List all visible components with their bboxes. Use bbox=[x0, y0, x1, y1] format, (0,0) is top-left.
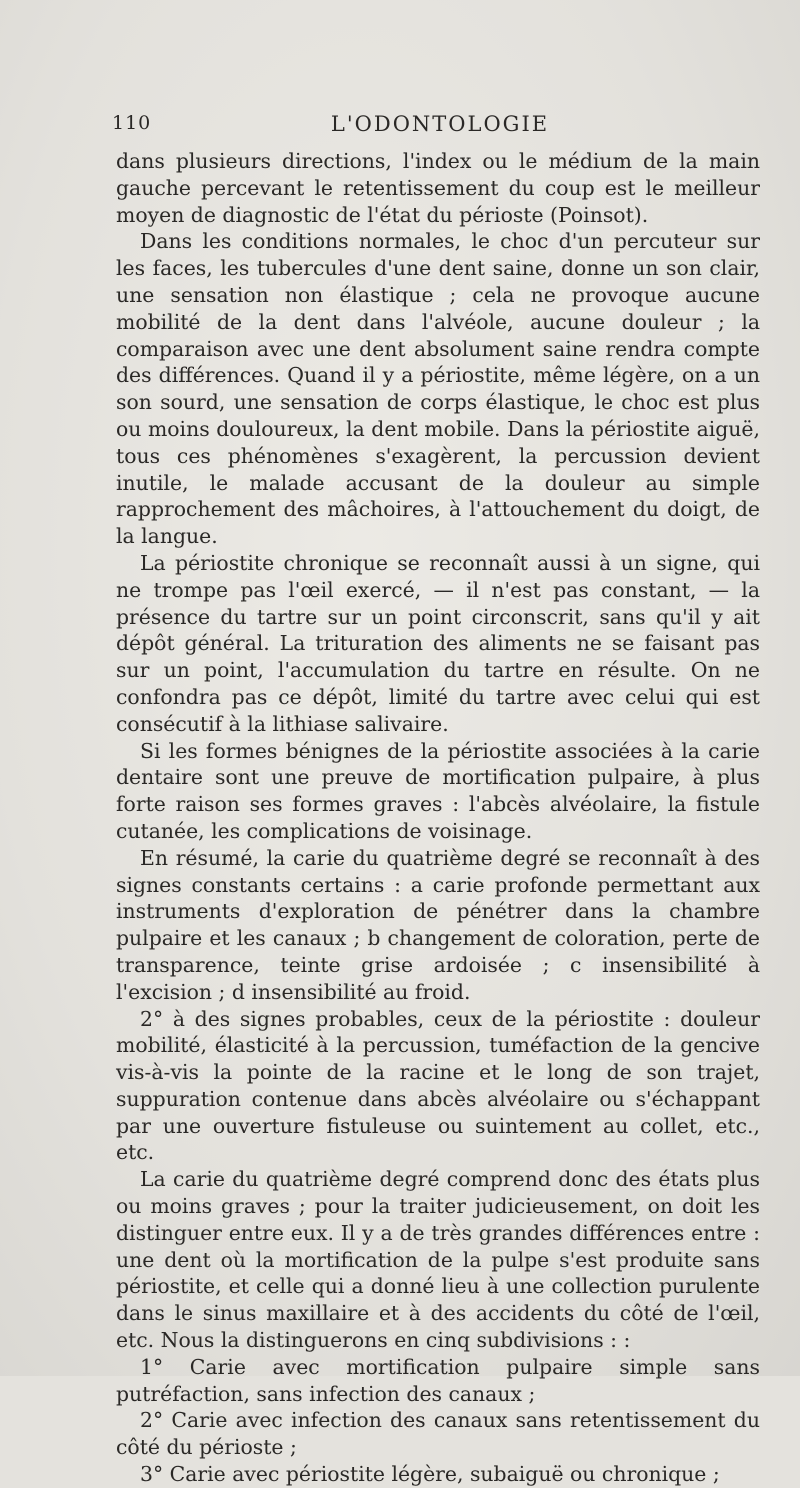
paragraph: Si les formes bénignes de la périostite associées à la carie dentaire sont une preuve de mortification pulpaire, à plus forte raison ses formes graves : l'abcès alvéolaire, la fistule cutanée, les complications de voisinage. bbox=[116, 738, 760, 843]
list-item: 2° Carie avec infection des canaux sans retentissement du côté du périoste ; bbox=[116, 1408, 760, 1460]
list-item: 3° Carie avec périostite légère, subaiguë ou chronique ; bbox=[140, 1462, 720, 1487]
body-text bbox=[116, 148, 760, 1488]
list-item: 1° Carie avec mortification pulpaire simple sans putréfaction, sans infection des canaux ; bbox=[116, 1354, 760, 1406]
paragraph: Dans les conditions normales, le choc d'un percuteur sur les faces, les tubercules d'une dent saine, donne un son clair, une sensation non élastique ; cela ne provoque aucune mobilité de la dent dans l'alvéole, aucune douleur ; la comparaison avec une dent absolument saine rendra compte des différences. Quand il y a périostite, même légère, on a un son sourd, une sensation de corps élastique, le choc est plus ou moins douloureux, la dent mobile. Dans la périostite aiguë, tous ces phénomènes s'exagèrent, la percussion devient inutile, le malade accusant de la douleur au simple rapprochement des mâchoires, à l'attouchement du doigt, de la langue. bbox=[116, 229, 760, 549]
paragraph: 2° à des signes probables, ceux de la périostite : douleur mobilité, élasticité à la percussion, tuméfaction de la gencive vis-à-vis la pointe de la racine et le long de son trajet, suppuration contenue dans abcès alvéolaire ou s'échappant par une ouverture fistuleuse ou suintement au collet, etc., etc. bbox=[116, 1006, 760, 1165]
page-number: 110 bbox=[112, 112, 152, 134]
paragraph: dans plusieurs directions, l'index ou le médium de la main gauche percevant le retentissement du coup est le meilleur moyen de diagnostic de l'état du périoste (Poinsot). bbox=[116, 149, 760, 227]
paragraph: En résumé, la carie du quatrième degré se reconnaît à des signes constants certains : a carie profonde permettant aux instruments d'exploration de pénétrer dans la chambre pulpaire et les canaux ; b changement de coloration, perte de transparence, teinte grise ardoisée ; c insensibilité à l'excision ; d insensibilité au froid. bbox=[116, 845, 760, 1004]
running-head: L'ODONTOLOGIE bbox=[330, 112, 550, 136]
paragraph: La carie du quatrième degré comprend donc des états plus ou moins graves ; pour la traiter judicieusement, on doit les distinguer entre eux. Il y a de très grandes différences entre : une dent où la mortification de la pulpe s'est produite sans périostite, et celle qui a donné lieu à une collection purulente dans le sinus maxillaire et à des accidents du côté de l'œil, etc. Nous la distinguerons en cinq subdivisions : : bbox=[116, 1167, 760, 1353]
paragraph: La périostite chronique se reconnaît aussi à un signe, qui ne trompe pas l'œil exercé, — il n'est pas constant, — la présence du tartre sur un point circonscrit, sans qu'il y ait dépôt général. La trituration des aliments ne se faisant pas sur un point, l'accumulation du tartre en résulte. On ne confondra pas ce dépôt, limité du tartre avec celui qui est consécutif à la lithiase salivaire. bbox=[116, 550, 760, 736]
page-header bbox=[112, 112, 768, 142]
